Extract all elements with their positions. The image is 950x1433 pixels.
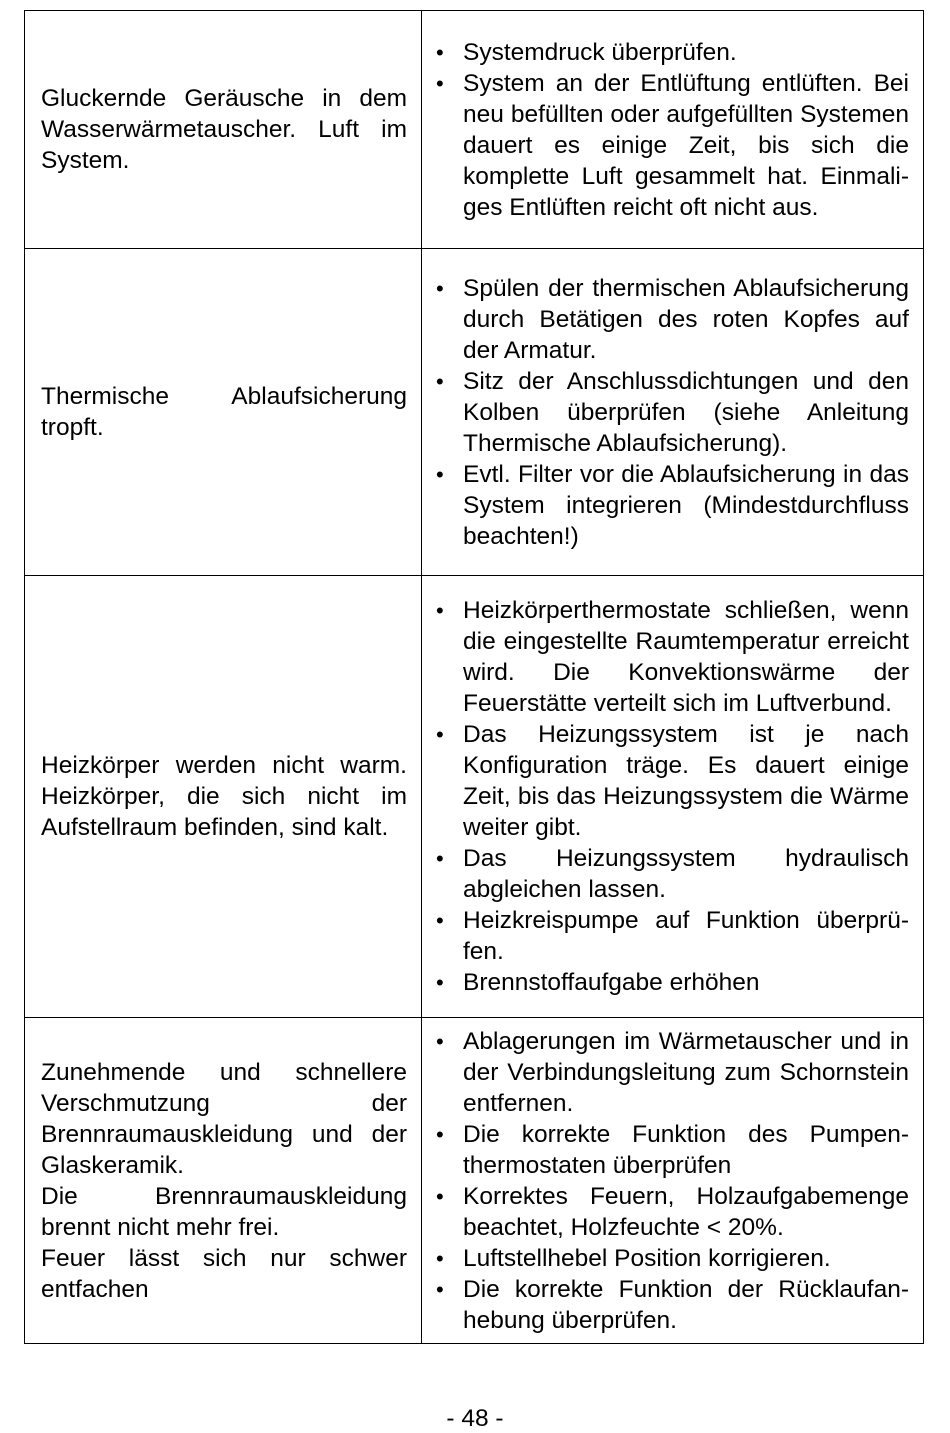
cause-cell: [25, 1018, 422, 1344]
remedy-list: [434, 273, 909, 552]
table-row: [25, 249, 924, 576]
remedy-item: • System an der Entlüftung entlüften. Bei neu befüllten oder aufgefüllten Systemen dauert es einige Zeit, bis sich die komplette Luft gesammelt hat. Einmaliges Entlüften reicht oft nicht aus.: [434, 68, 909, 223]
cause-text: Feuer lässt sich nur schwer entfachen: [41, 1244, 407, 1303]
remedy-item: • Korrektes Feuern, Holzaufgabemenge beachtet, Holzfeuchte < 20%.: [434, 1181, 909, 1243]
remedy-item: • Das Heizungssystem ist je nach Konfiguration träge. Es dauert einige Zeit, bis das Heizungssystem die Wärme weiter gibt.: [434, 719, 909, 843]
remedy-cell: [422, 249, 924, 576]
table-row: [25, 576, 924, 1018]
page-number: - 48 -: [446, 1405, 504, 1432]
remedy-item: • Das Heizungssystem hydraulisch abgleichen lassen.: [434, 843, 909, 905]
remedy-item: • Sitz der Anschlussdichtungen und den Kolben überprüfen (siehe Anleitung Thermische Ablaufsicherung).: [434, 366, 909, 459]
remedy-item: • Heizkörperthermostate schließen, wenn die eingestellte Raumtemperatur erreicht wird. Die Konvektionswärme der Feuerstätte verteilt sich im Luftverbund.: [434, 595, 909, 719]
remedy-item: • Ablagerungen im Wärmetauscher und in der Verbindungsleitung zum Schornstein entfernen.: [434, 1026, 909, 1119]
cause-text: Die Brennraumauskleidung brennt nicht mehr frei.: [41, 1182, 407, 1241]
remedy-list: [434, 595, 909, 998]
table-row: [25, 11, 924, 249]
remedy-item: • Brennstoffaufgabe erhöhen: [434, 967, 909, 998]
cause-text: Zunehmende und schnellere Verschmutzung der Brennraumauskleidung und der Glaskeramik.: [41, 1058, 407, 1179]
troubleshooting-table: [24, 10, 924, 1344]
remedy-item: • Die korrekte Funktion des Pumpenthermostaten überprüfen: [434, 1119, 909, 1181]
remedy-cell: [422, 11, 924, 249]
table-row: [25, 1018, 924, 1344]
cause-text: Heizkörper werden nicht warm. Heizkörper, die sich nicht im Aufstellraum befinden, sind kalt.: [41, 752, 407, 841]
remedy-list: [434, 37, 909, 223]
remedy-item: • Die korrekte Funktion der Rücklaufanhebung überprüfen.: [434, 1274, 909, 1336]
remedy-item: • Spülen der thermischen Ablaufsicherung durch Betätigen des roten Kopfes auf der Armatur.: [434, 273, 909, 366]
cause-cell: [25, 576, 422, 1018]
cause-cell: [25, 11, 422, 249]
remedy-item: • Systemdruck überprüfen.: [434, 37, 909, 68]
remedy-list: [434, 1026, 909, 1336]
remedy-item: • Evtl. Filter vor die Ablaufsicherung in das System integrieren (Mindestdurchfluss beachten!): [434, 459, 909, 552]
cause-cell: [25, 249, 422, 576]
cause-text: Thermische Ablaufsicherung tropft.: [41, 383, 407, 441]
cause-text: Gluckernde Geräusche in dem Wasserwärmetauscher. Luft im System.: [41, 85, 407, 174]
remedy-cell: [422, 576, 924, 1018]
remedy-item: • Luftstellhebel Position korrigieren.: [434, 1243, 909, 1274]
remedy-cell: [422, 1018, 924, 1344]
remedy-item: • Heizkreispumpe auf Funktion überprüfen.: [434, 905, 909, 967]
